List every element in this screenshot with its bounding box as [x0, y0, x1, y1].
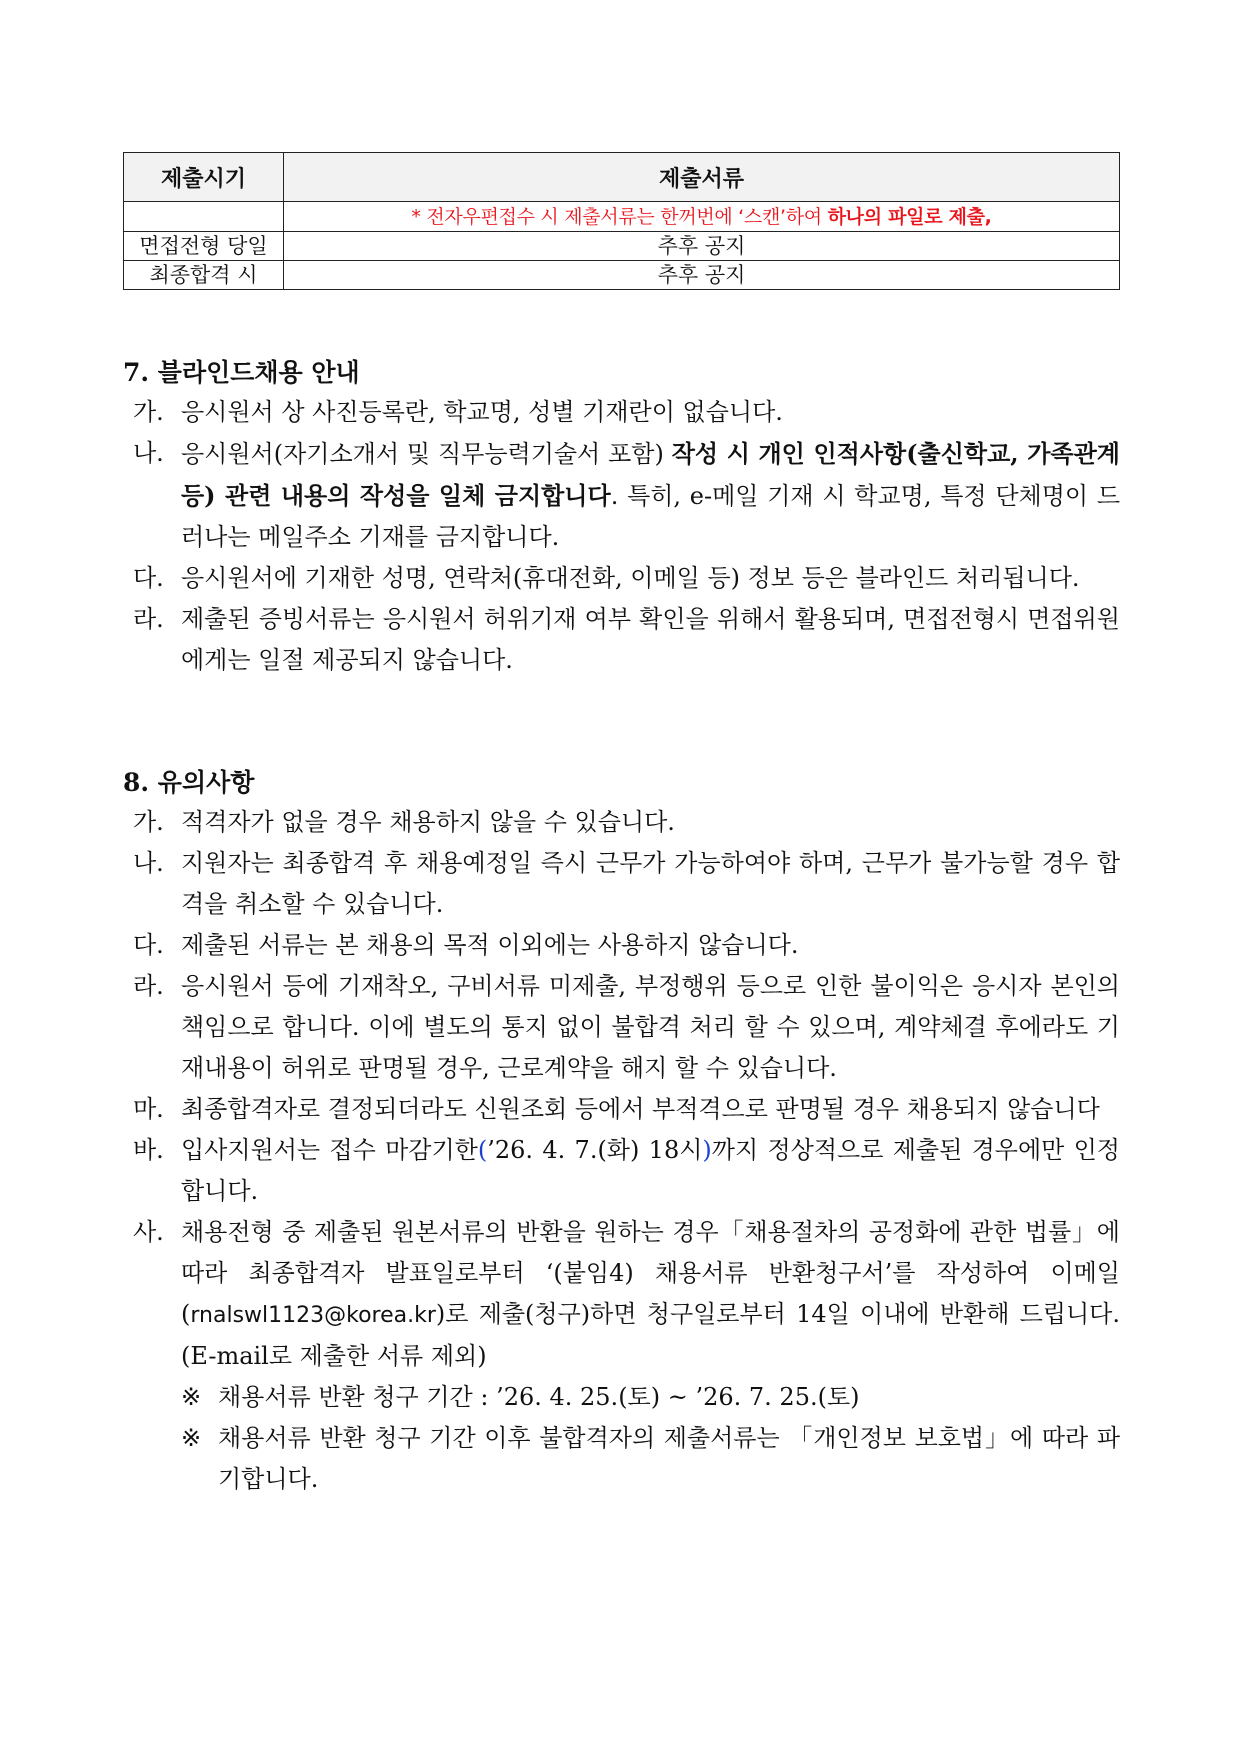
document-page: [123, 152, 1121, 1493]
table-cell-when: 면접전형 당일: [124, 232, 284, 261]
item-marker: 가.: [133, 808, 164, 836]
deadline-text: ’26. 4. 7.(화) 18시: [487, 1136, 703, 1164]
list-item: [123, 966, 1120, 1089]
item-text: 적격자가 없을 경우 채용하지 않을 수 있습니다.: [181, 808, 675, 836]
item-text: 채용전형 중 제출된 원본서류의 반환을 원하는 경우「채용절차의 공정화에 관한 법률」에 따라 최종합격자 발표일로부터 ‘(붙임4) 채용서류 반환청구서’를 작성하여 이메일(: [181, 1218, 1120, 1328]
header-when: 제출시기: [124, 153, 284, 202]
note-item: [123, 1377, 1120, 1418]
item-text: 까지 정상적으로 제출된 경우에만 인정합니다.: [181, 1136, 1120, 1205]
list-item: [123, 843, 1120, 925]
paren-close: ): [702, 1136, 712, 1164]
item-marker: 나.: [133, 439, 164, 467]
item-text: 응시원서에 기재한 성명, 연락처(휴대전화, 이메일 등) 정보 등은 블라인드 처리됩니다.: [181, 564, 1080, 592]
section-blind-hiring: [123, 352, 1120, 681]
note-marker: ※: [181, 1424, 202, 1452]
note-marker: ※: [181, 1383, 202, 1411]
item-text: 지원자는 최종합격 후 채용예정일 즉시 근무가 가능하여야 하며, 근무가 불가능할 경우 합격을 취소할 수 있습니다.: [181, 849, 1120, 918]
paren-open: (: [477, 1136, 488, 1164]
note-bold-text: 하나의 파일로 제출,: [827, 206, 992, 228]
email-address[interactable]: rnalswl1123@korea.kr: [190, 1303, 436, 1328]
item-marker: 라.: [133, 605, 164, 633]
item-marker: 마.: [133, 1095, 164, 1123]
table-row: [124, 261, 1120, 290]
note-text: 채용서류 반환 청구 기간 이후 불합격자의 제출서류는 「개인정보 보호법」에 따라 파기합니다.: [218, 1424, 1120, 1493]
item-text: 입사지원서는 접수 마감기한: [181, 1136, 478, 1164]
section-title: 8. 유의사항: [123, 768, 255, 797]
item-text: )로 제출(청구)하면 청구일로부터 14일 이내에 반환해 드립니다. (E-mail로 제출한 서류 제외): [181, 1300, 1120, 1370]
list-item: [123, 1089, 1120, 1130]
submission-table: [123, 152, 1120, 290]
section-title: 7. 블라인드채용 안내: [123, 358, 360, 387]
item-text: 제출된 서류는 본 채용의 목적 이외에는 사용하지 않습니다.: [181, 931, 799, 959]
list-item: [123, 1130, 1120, 1212]
list-item: [123, 925, 1120, 966]
table-row: [124, 202, 1120, 232]
item-marker: 다.: [133, 564, 164, 592]
note-text: 채용서류 반환 청구 기간 : ’26. 4. 25.(토) ~ ’26. 7. 25.(토): [218, 1383, 860, 1411]
item-text: 최종합격자로 결정되더라도 신원조회 등에서 부적격으로 판명될 경우 채용되지 않습니다: [181, 1095, 1100, 1123]
item-text: . 특히, e-메일 기재 시 학교명, 특정 단체명이 드러나는 메일주소 기재를 금지합니다.: [181, 482, 1121, 551]
list-item: [123, 802, 1120, 843]
table-cell-when: 최종합격 시: [124, 261, 284, 290]
section-notes: [123, 762, 1120, 1500]
item-marker: 다.: [133, 931, 164, 959]
item-marker: 라.: [133, 972, 164, 1000]
item-marker: 나.: [133, 849, 164, 877]
item-text: 제출된 증빙서류는 응시원서 허위기재 여부 확인을 위해서 활용되며, 면접전형시 면접위원에게는 일절 제공되지 않습니다.: [181, 605, 1120, 674]
item-marker: 가.: [133, 398, 164, 426]
table-header-row: [124, 153, 1120, 202]
item-marker: 바.: [133, 1136, 164, 1164]
item-text: 응시원서(자기소개서 및 직무능력기술서 포함): [181, 440, 672, 468]
list-item: [123, 392, 1120, 433]
table-cell-docs: 추후 공지: [284, 261, 1120, 290]
item-marker: 사.: [133, 1218, 164, 1246]
item-text: 응시원서 상 사진등록란, 학교명, 성별 기재란이 없습니다.: [181, 398, 783, 426]
table-row: [124, 232, 1120, 261]
list-item: [123, 433, 1120, 558]
list-item: [123, 1212, 1120, 1377]
item-text: 응시원서 등에 기재착오, 구비서류 미제출, 부정행위 등으로 인한 불이익은 응시자 본인의 책임으로 합니다. 이에 별도의 통지 없이 불합격 처리 할 수 있으며, 계약체결 후에라도 기재내용이 허위로 판명될 경우, 근로계약을 해지 할 수 있습니다.: [181, 972, 1120, 1082]
table-cell-note: [284, 202, 1120, 232]
list-item: [123, 558, 1120, 599]
list-item: [123, 599, 1120, 681]
table-cell-docs: 추후 공지: [284, 232, 1120, 261]
note-item: [123, 1418, 1120, 1500]
note-text: * 전자우편접수 시 제출서류는 한꺼번에 ‘스캔’하여: [411, 206, 828, 228]
item-bold-text: 작성 시 개인 인적사항(출신학교, 가족관계 등) 관련 내용의 작성을 일체 금지합니다: [181, 439, 1120, 510]
table-cell-empty: [124, 202, 284, 232]
header-docs: 제출서류: [284, 153, 1120, 202]
